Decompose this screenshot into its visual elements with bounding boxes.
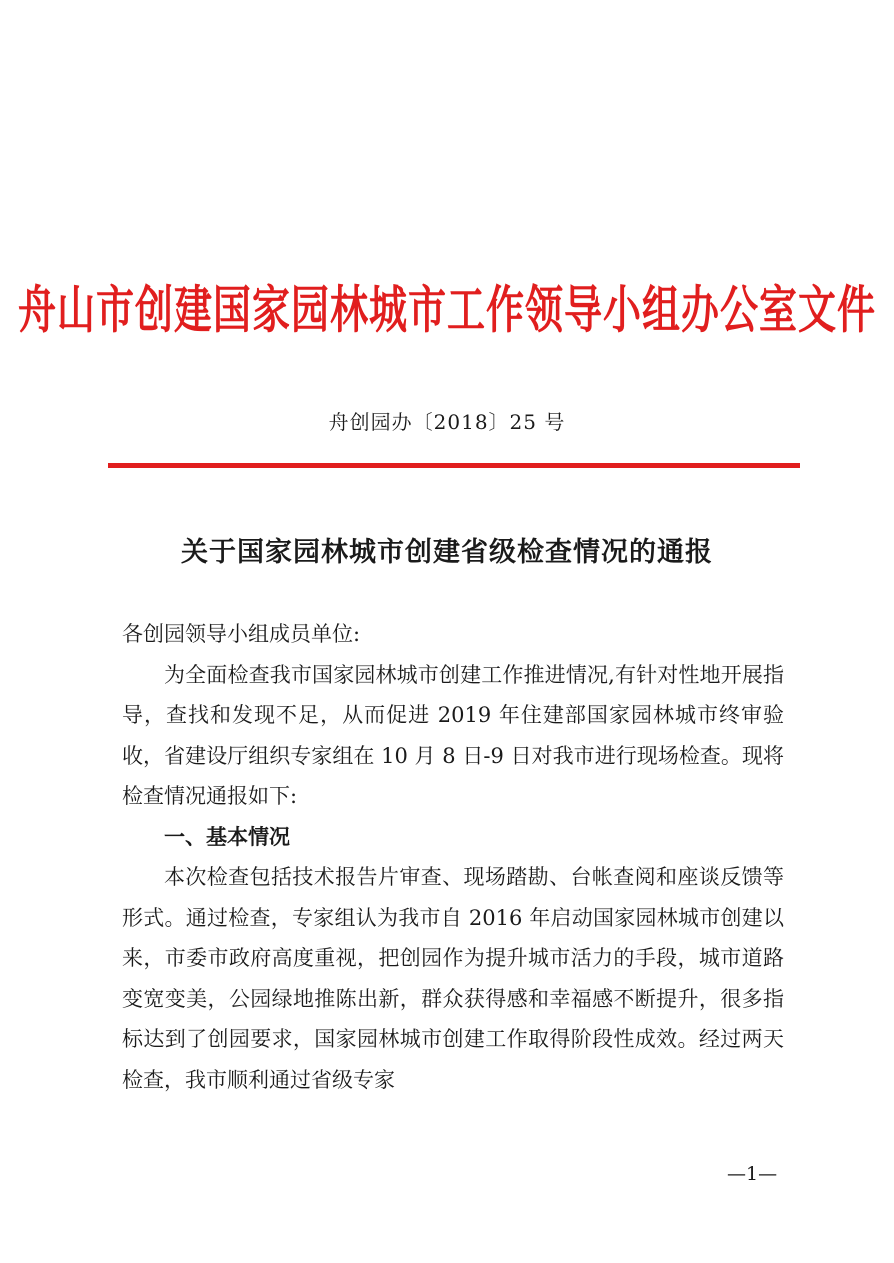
section-heading: 一、基本情况: [164, 824, 290, 849]
salutation: 各创园领导小组成员单位:: [122, 622, 361, 646]
document-number: 舟创园办〔2018〕25 号: [328, 410, 566, 434]
body-paragraph: 为全面检查我市国家园林城市创建工作推进情况,有针对性地开展指导，查找和发现不足，从而促进 2019 年住建部国家园林城市终审验收，省建设厅组织专家组在 10 月 8 日-9 日对我市进行现场检查。现将检查情况通报如下:: [122, 662, 784, 808]
document-header-title: 舟山市创建国家园林城市工作领导小组办公室文件: [17, 280, 876, 340]
document-body: [122, 614, 784, 1100]
red-divider-line: [108, 463, 800, 468]
body-paragraph: 本次检查包括技术报告片审查、现场踏勘、台帐查阅和座谈反馈等形式。通过检查，专家组认为我市自 2016 年启动国家园林城市创建以来，市委市政府高度重视，把创园作为提升城市活力的手段，城市道路变宽变美，公园绿地推陈出新，群众获得感和幸福感不断提升，很多指标达到了创园要求，国家园林城市创建工作取得阶段性成效。经过两天检查，我市顺利通过省级专家: [122, 865, 784, 1092]
page-number: —1—: [727, 1163, 778, 1185]
notice-title: 关于国家园林城市创建省级检查情况的通报: [181, 537, 713, 568]
